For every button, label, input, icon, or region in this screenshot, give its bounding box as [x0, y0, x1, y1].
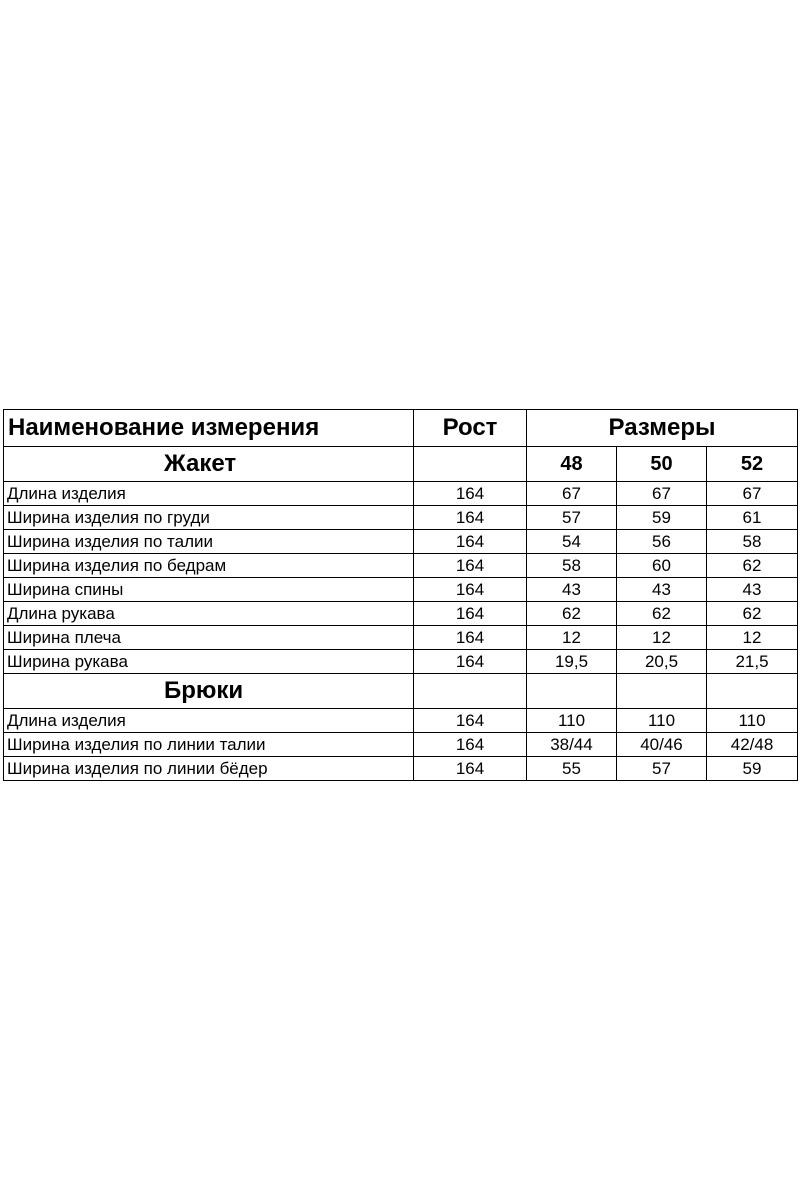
size-value: 61 [707, 506, 798, 530]
measurement-name: Ширина изделия по линии бёдер [4, 757, 414, 781]
header-sizes: Размеры [527, 410, 798, 447]
size-value: 62 [707, 554, 798, 578]
empty-cell [414, 674, 527, 709]
height-value: 164 [414, 482, 527, 506]
height-value: 164 [414, 530, 527, 554]
table-row [4, 709, 798, 733]
measurement-name: Ширина рукава [4, 650, 414, 674]
size-label-52: 52 [707, 447, 798, 482]
table-row [4, 554, 798, 578]
size-label-48: 48 [527, 447, 617, 482]
empty-cell [707, 674, 798, 709]
empty-cell [617, 674, 707, 709]
height-value: 164 [414, 578, 527, 602]
size-value: 67 [617, 482, 707, 506]
measurement-name: Длина изделия [4, 482, 414, 506]
table-row [4, 530, 798, 554]
height-value: 164 [414, 709, 527, 733]
jacket-rows [4, 482, 798, 674]
size-value: 12 [527, 626, 617, 650]
header-height: Рост [414, 410, 527, 447]
size-value: 67 [527, 482, 617, 506]
size-value: 56 [617, 530, 707, 554]
size-value: 62 [617, 602, 707, 626]
size-value: 38/44 [527, 733, 617, 757]
table-row [4, 757, 798, 781]
size-value: 62 [707, 602, 798, 626]
header-measurement: Наименование измерения [4, 410, 414, 447]
size-value: 58 [527, 554, 617, 578]
size-chart-table [3, 409, 798, 781]
trousers-rows [4, 709, 798, 781]
table-row [4, 602, 798, 626]
measurement-name: Ширина спины [4, 578, 414, 602]
size-value: 59 [617, 506, 707, 530]
size-value: 20,5 [617, 650, 707, 674]
section-title-trousers: Брюки [4, 674, 414, 709]
size-value: 110 [527, 709, 617, 733]
measurement-name: Ширина изделия по груди [4, 506, 414, 530]
table-row [4, 650, 798, 674]
size-value: 43 [707, 578, 798, 602]
height-value: 164 [414, 506, 527, 530]
size-value: 55 [527, 757, 617, 781]
height-value: 164 [414, 602, 527, 626]
size-value: 54 [527, 530, 617, 554]
height-value: 164 [414, 650, 527, 674]
table-row [4, 626, 798, 650]
size-value: 57 [617, 757, 707, 781]
size-value: 43 [527, 578, 617, 602]
empty-cell [527, 674, 617, 709]
measurement-name: Ширина изделия по бедрам [4, 554, 414, 578]
height-value: 164 [414, 757, 527, 781]
measurement-name: Ширина изделия по линии талии [4, 733, 414, 757]
size-value: 57 [527, 506, 617, 530]
size-value: 59 [707, 757, 798, 781]
size-value: 62 [527, 602, 617, 626]
size-value: 12 [617, 626, 707, 650]
size-label-50: 50 [617, 447, 707, 482]
height-value: 164 [414, 554, 527, 578]
size-value: 67 [707, 482, 798, 506]
size-value: 40/46 [617, 733, 707, 757]
size-value: 42/48 [707, 733, 798, 757]
size-value: 60 [617, 554, 707, 578]
height-value: 164 [414, 733, 527, 757]
size-value: 12 [707, 626, 798, 650]
measurement-name: Длина рукава [4, 602, 414, 626]
section-row-jacket [4, 447, 798, 482]
section-row-trousers [4, 674, 798, 709]
size-value: 43 [617, 578, 707, 602]
size-value: 21,5 [707, 650, 798, 674]
table-header-row [4, 410, 798, 447]
empty-cell [414, 447, 527, 482]
size-value: 110 [617, 709, 707, 733]
table-row [4, 506, 798, 530]
size-value: 19,5 [527, 650, 617, 674]
section-title-jacket: Жакет [4, 447, 414, 482]
measurement-name: Ширина плеча [4, 626, 414, 650]
measurement-name: Длина изделия [4, 709, 414, 733]
table-row [4, 482, 798, 506]
height-value: 164 [414, 626, 527, 650]
size-value: 110 [707, 709, 798, 733]
size-value: 58 [707, 530, 798, 554]
table-row [4, 578, 798, 602]
table-row [4, 733, 798, 757]
measurement-name: Ширина изделия по талии [4, 530, 414, 554]
